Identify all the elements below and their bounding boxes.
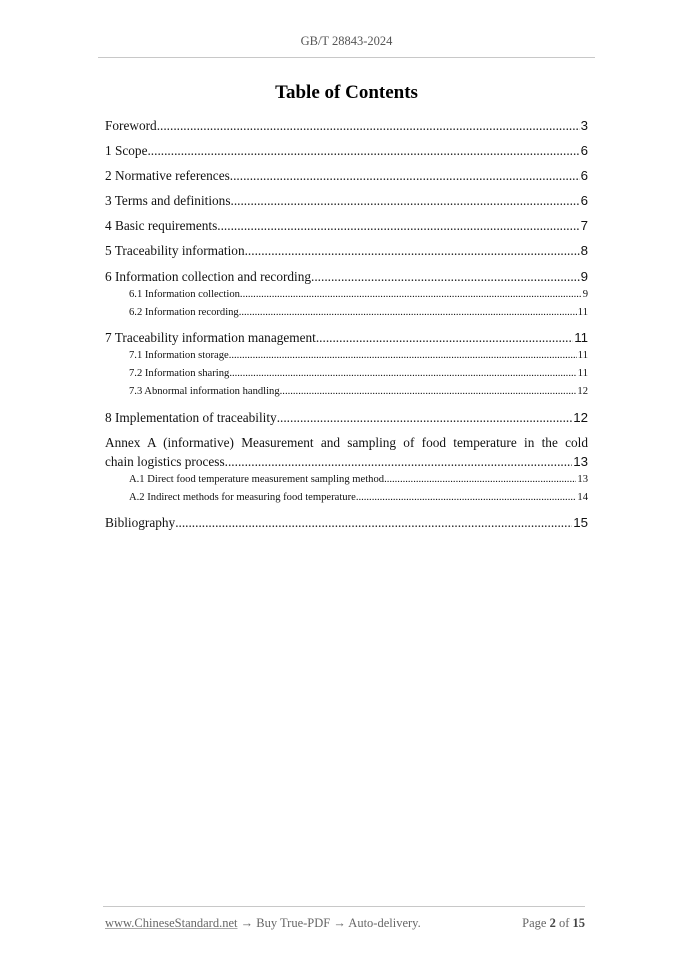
toc-page-number: 7 [580, 218, 588, 233]
toc-entry-label: 7.3 Abnormal information handling [129, 386, 280, 397]
toc-entry-foreword[interactable] [105, 118, 588, 136]
toc-entry-label: 8 Implementation of traceability [105, 410, 277, 425]
toc-subentry-direct-measurement[interactable] [129, 474, 588, 488]
toc-entry-annex-a-line2[interactable] [105, 454, 588, 472]
dot-leader [280, 386, 577, 397]
page-word: Page [522, 916, 550, 930]
toc-entry-traceability-information[interactable] [105, 243, 588, 261]
toc-entry-label: 2 Normative references [105, 168, 230, 183]
toc-entry-information-collection-recording[interactable] [105, 269, 588, 287]
toc-entry-label: 7.1 Information storage [129, 350, 229, 361]
dot-leader [316, 330, 573, 346]
toc-entry-label: Foreword [105, 118, 157, 133]
toc-page-number: 6 [580, 143, 588, 158]
toc-entry-label: 6.1 Information collection [129, 289, 240, 300]
toc-page-number: 9 [582, 289, 588, 300]
dot-leader [225, 454, 573, 470]
dot-leader [230, 168, 580, 184]
toc-page-number: 11 [577, 307, 588, 318]
toc-entry-label: 5 Traceability information [105, 243, 245, 258]
toc-entry-label: 4 Basic requirements [105, 218, 218, 233]
running-header: GB/T 28843-2024 [300, 34, 393, 48]
toc-entry-label: 7.2 Information sharing [129, 368, 230, 379]
toc-entry-annex-a-line1[interactable]: Annex A (informative) Measurement and sampling of food temperature in the cold [105, 435, 588, 450]
toc-subentry-abnormal-information-handling[interactable] [129, 386, 588, 400]
toc-subentry-information-recording[interactable] [129, 307, 588, 321]
toc-page-number: 13 [573, 454, 588, 469]
dot-leader [231, 193, 580, 209]
toc-page-number: 13 [577, 474, 588, 485]
toc-entry-terms-definitions[interactable] [105, 193, 588, 211]
toc-page-number: 3 [580, 118, 588, 133]
page-title: Table of Contents [275, 82, 418, 103]
dot-leader [147, 143, 579, 159]
toc-entry-label: chain logistics process [105, 454, 225, 469]
toc-subentry-information-storage[interactable] [129, 350, 588, 364]
toc-page-number: 11 [577, 350, 588, 361]
current-page: 2 [549, 916, 556, 930]
toc-page-number: 6 [580, 193, 588, 208]
footer-divider [103, 906, 585, 907]
toc-entry-label: 3 Terms and definitions [105, 193, 231, 208]
toc-page-number: 15 [573, 515, 588, 530]
toc-entry-traceability-information-management[interactable] [105, 330, 588, 348]
toc-entry-label: 6.2 Information recording [129, 307, 239, 318]
toc-entry-label: A.2 Indirect methods for measuring food temperature [129, 492, 356, 503]
dot-leader [240, 289, 582, 300]
dot-leader [157, 118, 580, 134]
toc-page-number: 12 [577, 386, 588, 397]
toc-page-number: 11 [574, 330, 588, 345]
toc-entry-normative-references[interactable] [105, 168, 588, 186]
of-word: of [555, 916, 573, 930]
dot-leader [277, 410, 573, 426]
toc-entry-label: 7 Traceability information management [105, 330, 316, 345]
dot-leader [311, 269, 580, 285]
footer-promo [105, 916, 421, 931]
toc-entry-label: 6 Information collection and recording [105, 269, 312, 284]
toc-page-number: 14 [577, 492, 588, 503]
footer-promo-text: → Buy True-PDF → Auto-delivery. [237, 916, 421, 930]
toc-entry-implementation-of-traceability[interactable] [105, 410, 588, 428]
toc-page-number: 11 [577, 368, 588, 379]
page-indicator [522, 916, 585, 931]
toc-page-number: 6 [580, 168, 588, 183]
dot-leader [356, 492, 577, 503]
toc-entry-scope[interactable] [105, 143, 588, 161]
toc-subentry-information-collection[interactable] [129, 289, 588, 303]
toc-entry-basic-requirements[interactable] [105, 218, 588, 236]
header-divider [98, 57, 595, 58]
toc-entry-label: 1 Scope [105, 143, 148, 158]
website-link[interactable]: www.ChineseStandard.net [105, 916, 238, 930]
dot-leader [175, 515, 572, 531]
dot-leader [217, 218, 579, 234]
toc-entry-bibliography[interactable] [105, 515, 588, 533]
dot-leader [245, 243, 580, 259]
toc-page-number: 9 [580, 269, 588, 284]
total-pages: 15 [572, 916, 585, 930]
dot-leader [239, 307, 577, 318]
toc-page-number: 8 [580, 243, 588, 258]
toc-subentry-indirect-methods[interactable] [129, 492, 588, 506]
toc-entry-label: Bibliography [105, 515, 176, 530]
dot-leader [229, 350, 577, 361]
dot-leader [384, 474, 576, 485]
toc-subentry-information-sharing[interactable] [129, 368, 588, 382]
toc-page-number: 12 [573, 410, 588, 425]
toc-entry-label: A.1 Direct food temperature measurement sampling method [129, 474, 385, 485]
dot-leader [229, 368, 576, 379]
